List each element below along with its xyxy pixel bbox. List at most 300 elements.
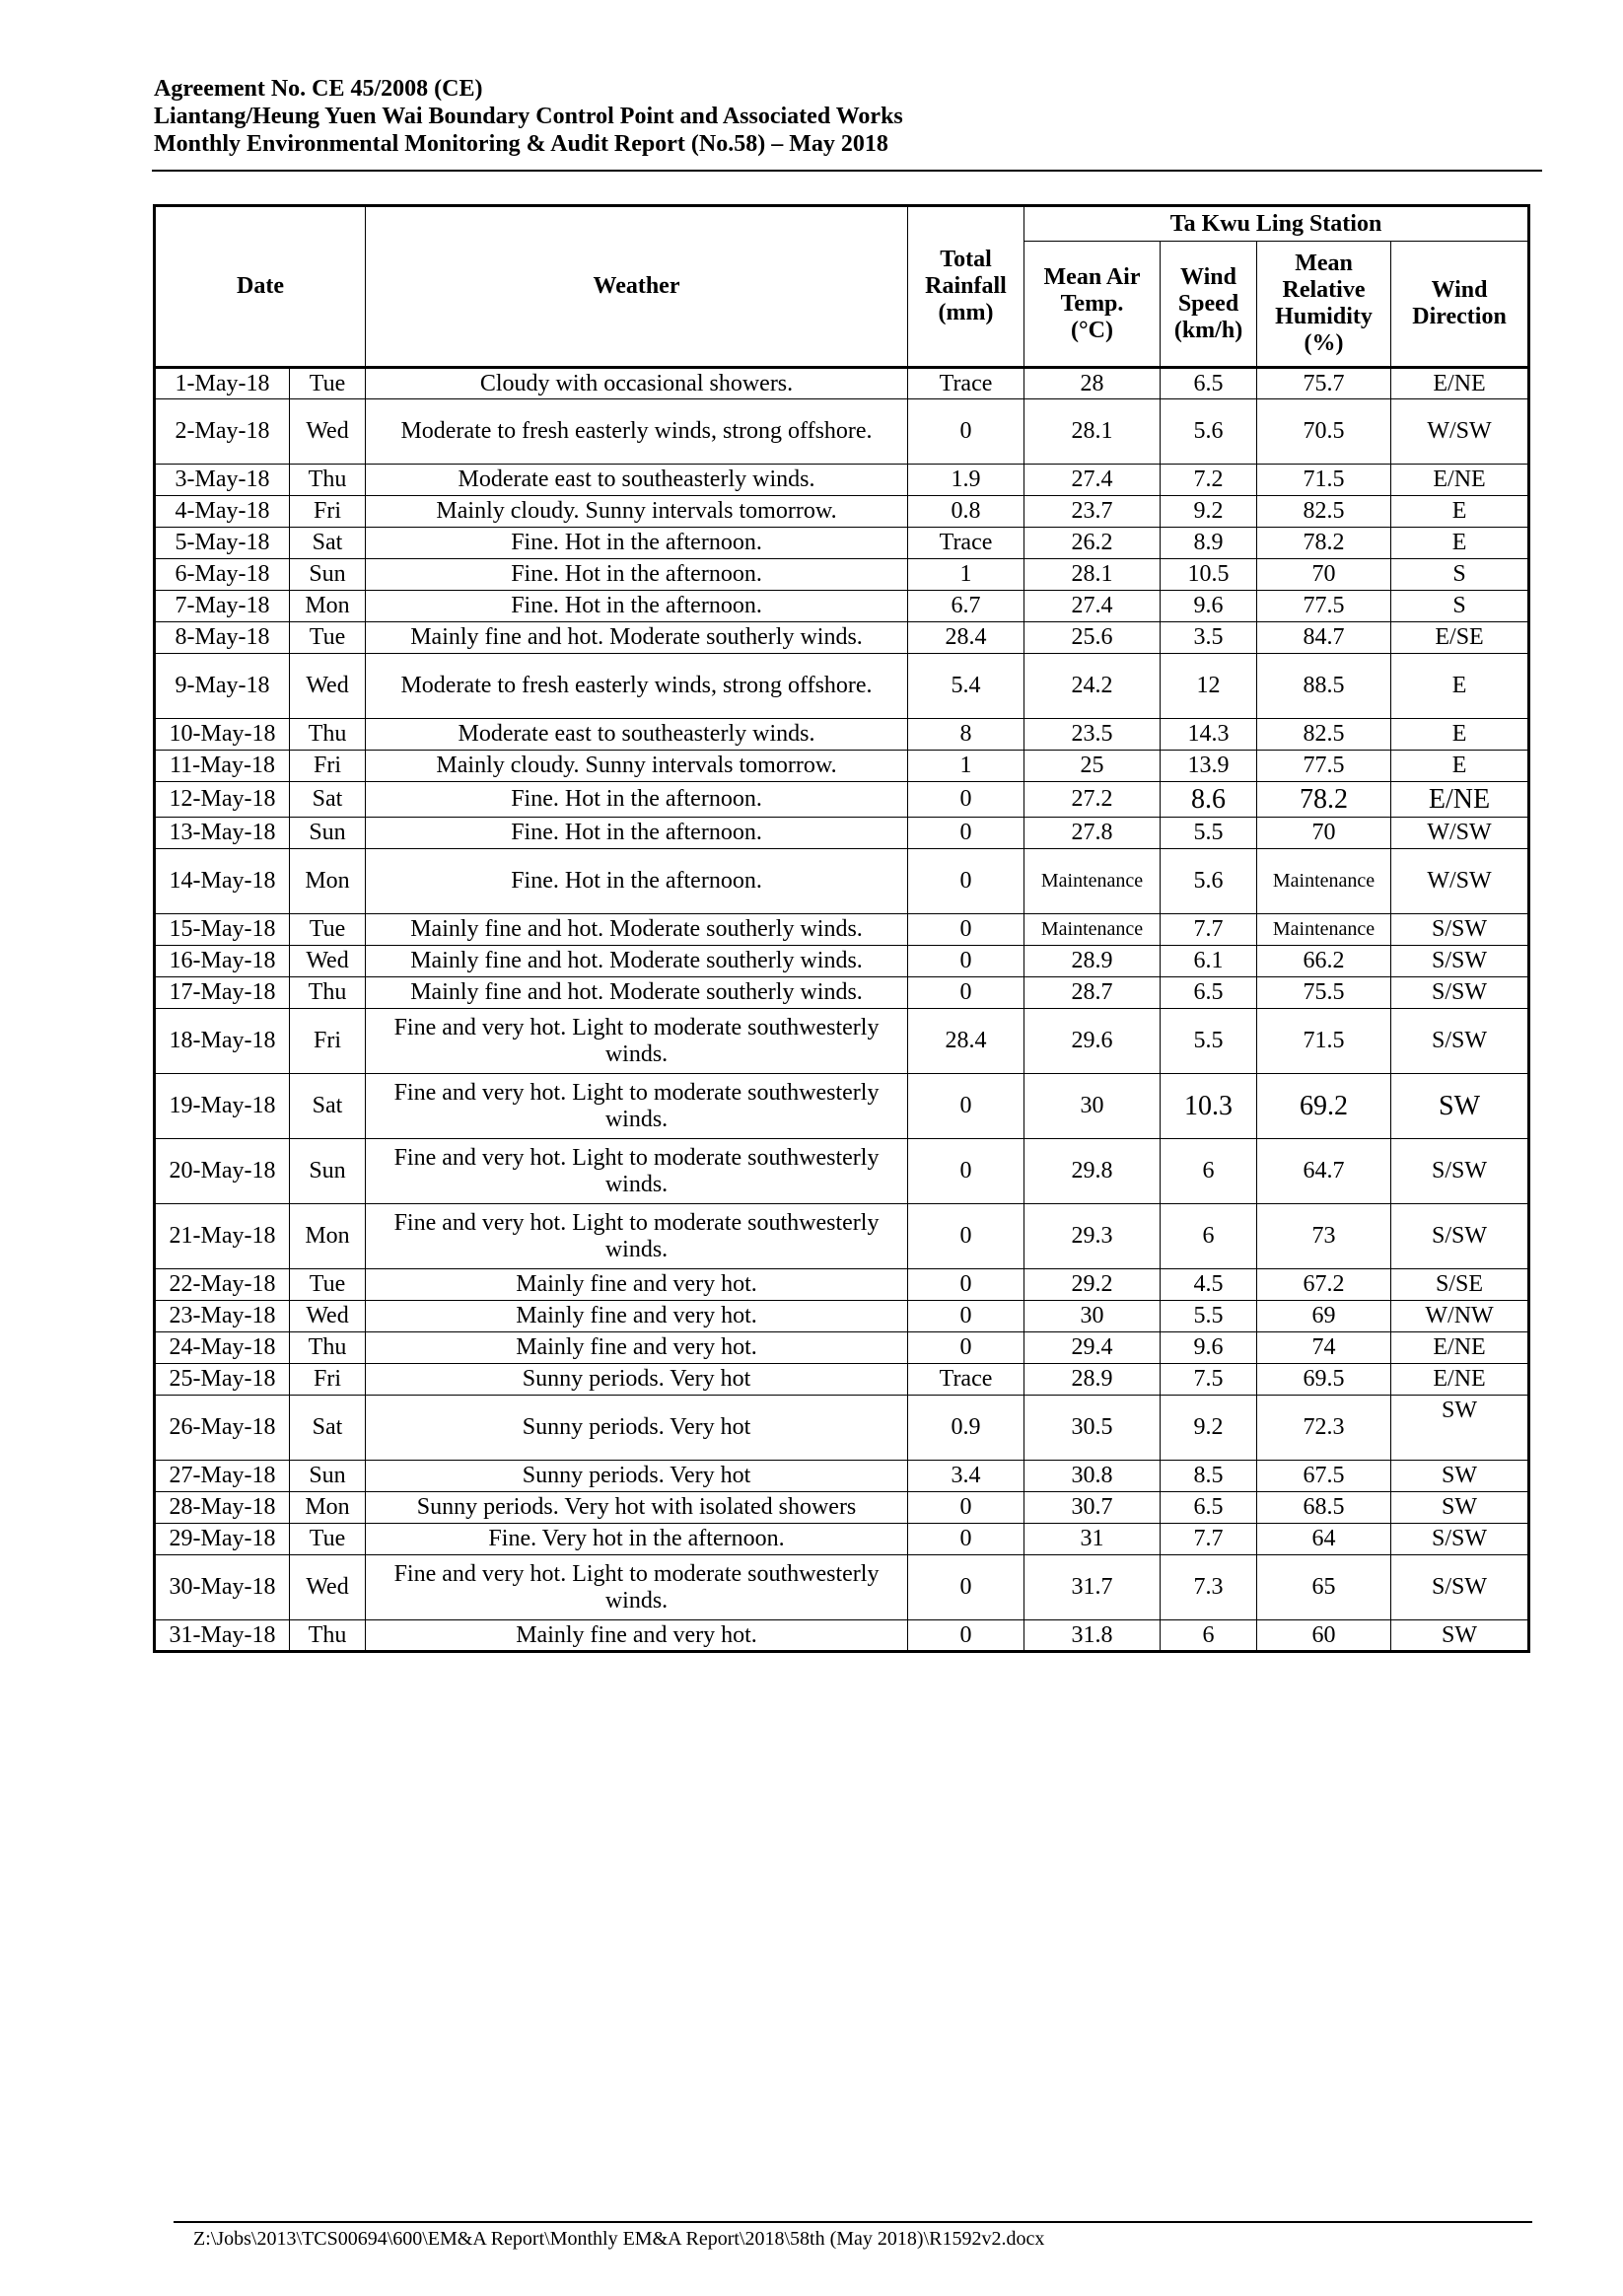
wind-speed-cell: 8.5 <box>1161 1461 1257 1492</box>
humidity-cell: Maintenance <box>1257 914 1391 946</box>
temp-cell: 30.7 <box>1024 1492 1161 1524</box>
rainfall-cell: 0 <box>908 977 1024 1009</box>
project-title: Liantang/Heung Yuen Wai Boundary Control Point and Associated Works <box>154 104 903 129</box>
date-cell: 2-May-18 <box>155 399 290 465</box>
day-cell: Mon <box>290 591 366 622</box>
table-row <box>155 818 1529 849</box>
header-wind-direction <box>1391 242 1529 368</box>
table-row <box>155 1461 1529 1492</box>
wind-direction-cell: S/SW <box>1391 1524 1529 1555</box>
day-cell: Sun <box>290 559 366 591</box>
day-cell: Sat <box>290 1074 366 1139</box>
header-humidity-l1: Mean <box>1295 251 1353 276</box>
wind-direction-cell: E/NE <box>1391 1364 1529 1396</box>
wind-direction-cell: S/SW <box>1391 1204 1529 1269</box>
header-station: Ta Kwu Ling Station <box>1024 206 1529 242</box>
wind-speed-cell: 5.5 <box>1161 1009 1257 1074</box>
weather-cell: Mainly fine and very hot. <box>366 1269 908 1301</box>
day-cell: Sat <box>290 782 366 818</box>
wind-speed-cell: 7.5 <box>1161 1364 1257 1396</box>
rainfall-cell: 0 <box>908 914 1024 946</box>
humidity-cell: 73 <box>1257 1204 1391 1269</box>
date-cell: 21-May-18 <box>155 1204 290 1269</box>
date-cell: 3-May-18 <box>155 465 290 496</box>
humidity-cell: 60 <box>1257 1620 1391 1652</box>
rainfall-cell: Trace <box>908 1364 1024 1396</box>
temp-cell: 28.1 <box>1024 399 1161 465</box>
temp-cell: 28.9 <box>1024 1364 1161 1396</box>
day-cell: Tue <box>290 914 366 946</box>
date-cell: 14-May-18 <box>155 849 290 914</box>
rainfall-cell: 0 <box>908 1332 1024 1364</box>
rainfall-cell: 8 <box>908 719 1024 751</box>
rainfall-cell: 0 <box>908 1074 1024 1139</box>
date-cell: 5-May-18 <box>155 528 290 559</box>
temp-cell: 26.2 <box>1024 528 1161 559</box>
wind-direction-cell: E <box>1391 528 1529 559</box>
table-row <box>155 782 1529 818</box>
weather-cell: Moderate east to southeasterly winds. <box>366 719 908 751</box>
header-rainfall <box>908 206 1024 368</box>
temp-cell: 31 <box>1024 1524 1161 1555</box>
table-row <box>155 1332 1529 1364</box>
humidity-cell: 69.2 <box>1257 1074 1391 1139</box>
date-cell: 30-May-18 <box>155 1555 290 1620</box>
table-row <box>155 1074 1529 1139</box>
weather-cell: Fine and very hot. Light to moderate southwesterly winds. <box>366 1555 908 1620</box>
temp-cell: 24.2 <box>1024 654 1161 719</box>
temp-cell: 29.4 <box>1024 1332 1161 1364</box>
wind-direction-cell: S/SW <box>1391 1009 1529 1074</box>
date-cell: 26-May-18 <box>155 1396 290 1461</box>
humidity-cell: 69 <box>1257 1301 1391 1332</box>
wind-speed-cell: 8.9 <box>1161 528 1257 559</box>
weather-cell: Fine. Hot in the afternoon. <box>366 591 908 622</box>
temp-cell: 27.2 <box>1024 782 1161 818</box>
temp-cell: 28.1 <box>1024 559 1161 591</box>
date-cell: 15-May-18 <box>155 914 290 946</box>
day-cell: Sun <box>290 1461 366 1492</box>
weather-cell: Sunny periods. Very hot with isolated showers <box>366 1492 908 1524</box>
temp-cell: 30 <box>1024 1074 1161 1139</box>
wind-speed-cell: 5.6 <box>1161 849 1257 914</box>
weather-cell: Mainly fine and very hot. <box>366 1620 908 1652</box>
wind-speed-cell: 14.3 <box>1161 719 1257 751</box>
agreement-number: Agreement No. CE 45/2008 (CE) <box>154 76 483 102</box>
wind-speed-cell: 10.5 <box>1161 559 1257 591</box>
footer-divider <box>174 2221 1532 2223</box>
humidity-cell: 64.7 <box>1257 1139 1391 1204</box>
table-body <box>155 368 1529 1652</box>
table-row <box>155 1009 1529 1074</box>
wind-speed-cell: 8.6 <box>1161 782 1257 818</box>
wind-speed-cell: 7.2 <box>1161 465 1257 496</box>
rainfall-cell: 0 <box>908 782 1024 818</box>
weather-cell: Mainly cloudy. Sunny intervals tomorrow. <box>366 751 908 782</box>
weather-cell: Fine and very hot. Light to moderate southwesterly winds. <box>366 1074 908 1139</box>
weather-cell: Mainly fine and hot. Moderate southerly winds. <box>366 914 908 946</box>
rainfall-cell: 0 <box>908 1139 1024 1204</box>
humidity-cell: 77.5 <box>1257 591 1391 622</box>
table-row <box>155 496 1529 528</box>
humidity-cell: 75.5 <box>1257 977 1391 1009</box>
table-row <box>155 368 1529 399</box>
day-cell: Mon <box>290 1492 366 1524</box>
day-cell: Wed <box>290 654 366 719</box>
weather-cell: Mainly fine and very hot. <box>366 1332 908 1364</box>
wind-speed-cell: 9.6 <box>1161 1332 1257 1364</box>
weather-cell: Mainly fine and very hot. <box>366 1301 908 1332</box>
rainfall-cell: 0 <box>908 399 1024 465</box>
header-rainfall-l3: (mm) <box>938 300 994 325</box>
rainfall-cell: 6.7 <box>908 591 1024 622</box>
day-cell: Sun <box>290 1139 366 1204</box>
weather-cell: Fine. Hot in the afternoon. <box>366 849 908 914</box>
temp-cell: 23.5 <box>1024 719 1161 751</box>
date-cell: 19-May-18 <box>155 1074 290 1139</box>
wind-speed-cell: 5.6 <box>1161 399 1257 465</box>
table-row <box>155 654 1529 719</box>
weather-cell: Fine. Hot in the afternoon. <box>366 782 908 818</box>
rainfall-cell: Trace <box>908 528 1024 559</box>
date-cell: 12-May-18 <box>155 782 290 818</box>
rainfall-cell: 3.4 <box>908 1461 1024 1492</box>
weather-cell: Fine. Hot in the afternoon. <box>366 559 908 591</box>
temp-cell: 27.4 <box>1024 591 1161 622</box>
table-row <box>155 1620 1529 1652</box>
day-cell: Sat <box>290 1396 366 1461</box>
wind-direction-cell: S/SW <box>1391 1555 1529 1620</box>
table-row <box>155 719 1529 751</box>
day-cell: Mon <box>290 849 366 914</box>
table-row <box>155 1396 1529 1461</box>
temp-cell: 25 <box>1024 751 1161 782</box>
weather-cell: Sunny periods. Very hot <box>366 1396 908 1461</box>
day-cell: Thu <box>290 977 366 1009</box>
temp-cell: 31.7 <box>1024 1555 1161 1620</box>
header-rainfall-l2: Rainfall <box>925 273 1007 299</box>
weather-cell: Fine and very hot. Light to moderate southwesterly winds. <box>366 1204 908 1269</box>
table-row <box>155 1139 1529 1204</box>
header-wind-speed-l1: Wind <box>1180 263 1236 290</box>
day-cell: Fri <box>290 1009 366 1074</box>
header-humidity-l3: Humidity <box>1275 304 1373 329</box>
rainfall-cell: 5.4 <box>908 654 1024 719</box>
humidity-cell: 69.5 <box>1257 1364 1391 1396</box>
wind-speed-cell: 7.7 <box>1161 914 1257 946</box>
file-path: Z:\Jobs\2013\TCS00694\600\EM&A Report\Monthly EM&A Report\2018\58th (May 2018)\R1592v2.docx <box>193 2228 1045 2250</box>
date-cell: 20-May-18 <box>155 1139 290 1204</box>
rainfall-cell: 28.4 <box>908 1009 1024 1074</box>
humidity-cell: 67.2 <box>1257 1269 1391 1301</box>
humidity-cell: 71.5 <box>1257 1009 1391 1074</box>
wind-speed-cell: 9.2 <box>1161 496 1257 528</box>
table-row <box>155 1269 1529 1301</box>
humidity-cell: 65 <box>1257 1555 1391 1620</box>
humidity-cell: 71.5 <box>1257 465 1391 496</box>
day-cell: Thu <box>290 465 366 496</box>
day-cell: Wed <box>290 946 366 977</box>
humidity-cell: 82.5 <box>1257 719 1391 751</box>
temp-cell: 30.8 <box>1024 1461 1161 1492</box>
date-cell: 16-May-18 <box>155 946 290 977</box>
weather-cell: Moderate east to southeasterly winds. <box>366 465 908 496</box>
date-cell: 23-May-18 <box>155 1301 290 1332</box>
date-cell: 31-May-18 <box>155 1620 290 1652</box>
table-row <box>155 528 1529 559</box>
wind-direction-cell: S/SW <box>1391 1139 1529 1204</box>
header-temp <box>1024 242 1161 368</box>
rainfall-cell: 0 <box>908 1524 1024 1555</box>
wind-direction-cell: S <box>1391 591 1529 622</box>
temp-cell: 27.4 <box>1024 465 1161 496</box>
humidity-cell: 78.2 <box>1257 528 1391 559</box>
wind-direction-cell: E <box>1391 654 1529 719</box>
date-cell: 17-May-18 <box>155 977 290 1009</box>
day-cell: Wed <box>290 1301 366 1332</box>
table-row <box>155 1364 1529 1396</box>
header-wind-direction-l1: Wind <box>1431 277 1488 303</box>
temp-cell: Maintenance <box>1024 849 1161 914</box>
wind-direction-cell: SW <box>1391 1492 1529 1524</box>
humidity-cell: 72.3 <box>1257 1396 1391 1461</box>
humidity-cell: 82.5 <box>1257 496 1391 528</box>
rainfall-cell: 0 <box>908 1555 1024 1620</box>
humidity-cell: 64 <box>1257 1524 1391 1555</box>
wind-speed-cell: 6 <box>1161 1204 1257 1269</box>
humidity-cell: 68.5 <box>1257 1492 1391 1524</box>
header-temp-l2: Temp. <box>1060 290 1124 317</box>
table-row <box>155 946 1529 977</box>
wind-speed-cell: 4.5 <box>1161 1269 1257 1301</box>
rainfall-cell: 0.8 <box>908 496 1024 528</box>
header-humidity <box>1257 242 1391 368</box>
date-cell: 18-May-18 <box>155 1009 290 1074</box>
wind-direction-cell: SW <box>1391 1396 1529 1461</box>
temp-cell: 28.7 <box>1024 977 1161 1009</box>
rainfall-cell: 0 <box>908 1620 1024 1652</box>
day-cell: Tue <box>290 622 366 654</box>
temp-cell: Maintenance <box>1024 914 1161 946</box>
wind-direction-cell: E/SE <box>1391 622 1529 654</box>
date-cell: 7-May-18 <box>155 591 290 622</box>
rainfall-cell: 0.9 <box>908 1396 1024 1461</box>
table-row <box>155 751 1529 782</box>
wind-speed-cell: 6.5 <box>1161 1492 1257 1524</box>
day-cell: Fri <box>290 751 366 782</box>
rainfall-cell: 28.4 <box>908 622 1024 654</box>
temp-cell: 23.7 <box>1024 496 1161 528</box>
humidity-cell: 70 <box>1257 559 1391 591</box>
header-wind-speed-l2: Speed <box>1177 290 1239 317</box>
weather-cell: Mainly cloudy. Sunny intervals tomorrow. <box>366 496 908 528</box>
wind-speed-cell: 12 <box>1161 654 1257 719</box>
wind-speed-cell: 5.5 <box>1161 1301 1257 1332</box>
wind-direction-cell: W/NW <box>1391 1301 1529 1332</box>
header-divider <box>152 170 1542 172</box>
table-row <box>155 914 1529 946</box>
wind-direction-cell: E/NE <box>1391 1332 1529 1364</box>
wind-speed-cell: 6.5 <box>1161 977 1257 1009</box>
weather-cell: Mainly fine and hot. Moderate southerly winds. <box>366 946 908 977</box>
wind-speed-cell: 9.2 <box>1161 1396 1257 1461</box>
day-cell: Fri <box>290 1364 366 1396</box>
wind-direction-cell: S <box>1391 559 1529 591</box>
temp-cell: 27.8 <box>1024 818 1161 849</box>
temp-cell: 29.2 <box>1024 1269 1161 1301</box>
weather-cell: Sunny periods. Very hot <box>366 1364 908 1396</box>
humidity-cell: 74 <box>1257 1332 1391 1364</box>
weather-cell: Fine. Hot in the afternoon. <box>366 528 908 559</box>
weather-cell: Sunny periods. Very hot <box>366 1461 908 1492</box>
wind-direction-cell: E <box>1391 719 1529 751</box>
header-weather: Weather <box>366 206 908 368</box>
wind-speed-cell: 9.6 <box>1161 591 1257 622</box>
date-cell: 13-May-18 <box>155 818 290 849</box>
day-cell: Sun <box>290 818 366 849</box>
weather-cell: Fine and very hot. Light to moderate southwesterly winds. <box>366 1009 908 1074</box>
day-cell: Tue <box>290 368 366 399</box>
report-header <box>154 75 1534 158</box>
weather-table <box>153 204 1530 1653</box>
humidity-cell: 67.5 <box>1257 1461 1391 1492</box>
wind-speed-cell: 5.5 <box>1161 818 1257 849</box>
rainfall-cell: 1.9 <box>908 465 1024 496</box>
humidity-cell: 84.7 <box>1257 622 1391 654</box>
wind-direction-cell: S/SW <box>1391 914 1529 946</box>
weather-cell: Mainly fine and hot. Moderate southerly winds. <box>366 977 908 1009</box>
date-cell: 11-May-18 <box>155 751 290 782</box>
rainfall-cell: 0 <box>908 849 1024 914</box>
rainfall-cell: 0 <box>908 1492 1024 1524</box>
temp-cell: 28 <box>1024 368 1161 399</box>
table-row <box>155 1555 1529 1620</box>
temp-cell: 31.8 <box>1024 1620 1161 1652</box>
header-wind-direction-l2: Direction <box>1412 304 1507 329</box>
rainfall-cell: 0 <box>908 1301 1024 1332</box>
header-rainfall-l1: Total <box>940 247 992 272</box>
day-cell: Thu <box>290 1620 366 1652</box>
rainfall-cell: 0 <box>908 946 1024 977</box>
day-cell: Fri <box>290 496 366 528</box>
wind-direction-cell: E <box>1391 496 1529 528</box>
header-humidity-l2: Relative <box>1282 277 1366 303</box>
table-row <box>155 591 1529 622</box>
humidity-cell: 70.5 <box>1257 399 1391 465</box>
humidity-cell: 88.5 <box>1257 654 1391 719</box>
table-row <box>155 399 1529 465</box>
day-cell: Mon <box>290 1204 366 1269</box>
humidity-cell: Maintenance <box>1257 849 1391 914</box>
wind-direction-cell: W/SW <box>1391 849 1529 914</box>
table-row <box>155 465 1529 496</box>
temp-cell: 30 <box>1024 1301 1161 1332</box>
wind-speed-cell: 6 <box>1161 1139 1257 1204</box>
wind-speed-cell: 6.1 <box>1161 946 1257 977</box>
date-cell: 22-May-18 <box>155 1269 290 1301</box>
humidity-cell: 75.7 <box>1257 368 1391 399</box>
humidity-cell: 66.2 <box>1257 946 1391 977</box>
date-cell: 27-May-18 <box>155 1461 290 1492</box>
table-row <box>155 1301 1529 1332</box>
date-cell: 9-May-18 <box>155 654 290 719</box>
wind-speed-cell: 3.5 <box>1161 622 1257 654</box>
day-cell: Tue <box>290 1524 366 1555</box>
weather-cell: Moderate to fresh easterly winds, strong offshore. <box>366 399 908 465</box>
wind-speed-cell: 13.9 <box>1161 751 1257 782</box>
wind-direction-cell: E <box>1391 751 1529 782</box>
temp-cell: 29.6 <box>1024 1009 1161 1074</box>
table-row <box>155 1524 1529 1555</box>
weather-cell: Mainly fine and hot. Moderate southerly winds. <box>366 622 908 654</box>
wind-speed-cell: 7.3 <box>1161 1555 1257 1620</box>
date-cell: 25-May-18 <box>155 1364 290 1396</box>
day-cell: Thu <box>290 719 366 751</box>
wind-speed-cell: 7.7 <box>1161 1524 1257 1555</box>
date-cell: 1-May-18 <box>155 368 290 399</box>
date-cell: 28-May-18 <box>155 1492 290 1524</box>
wind-direction-cell: SW <box>1391 1620 1529 1652</box>
weather-cell: Fine and very hot. Light to moderate southwesterly winds. <box>366 1139 908 1204</box>
temp-cell: 28.9 <box>1024 946 1161 977</box>
humidity-cell: 77.5 <box>1257 751 1391 782</box>
wind-direction-cell: SW <box>1391 1461 1529 1492</box>
table-row <box>155 559 1529 591</box>
table-row <box>155 1492 1529 1524</box>
rainfall-cell: 0 <box>908 818 1024 849</box>
wind-direction-cell: E/NE <box>1391 465 1529 496</box>
day-cell: Sat <box>290 528 366 559</box>
header-date: Date <box>155 206 366 368</box>
temp-cell: 29.8 <box>1024 1139 1161 1204</box>
date-cell: 8-May-18 <box>155 622 290 654</box>
wind-direction-cell: E/NE <box>1391 782 1529 818</box>
temp-cell: 30.5 <box>1024 1396 1161 1461</box>
date-cell: 24-May-18 <box>155 1332 290 1364</box>
rainfall-cell: Trace <box>908 368 1024 399</box>
weather-cell: Fine. Very hot in the afternoon. <box>366 1524 908 1555</box>
header-humidity-l4: (%) <box>1304 330 1344 356</box>
rainfall-cell: 1 <box>908 751 1024 782</box>
header-temp-l3: (°C) <box>1071 317 1113 343</box>
table-row <box>155 977 1529 1009</box>
wind-direction-cell: SW <box>1391 1074 1529 1139</box>
header-wind-speed <box>1161 242 1257 368</box>
weather-cell: Cloudy with occasional showers. <box>366 368 908 399</box>
date-cell: 4-May-18 <box>155 496 290 528</box>
wind-direction-cell: S/SE <box>1391 1269 1529 1301</box>
header-wind-speed-l3: (km/h) <box>1173 317 1243 343</box>
date-cell: 10-May-18 <box>155 719 290 751</box>
humidity-cell: 70 <box>1257 818 1391 849</box>
date-cell: 29-May-18 <box>155 1524 290 1555</box>
wind-direction-cell: W/SW <box>1391 399 1529 465</box>
wind-direction-cell: E/NE <box>1391 368 1529 399</box>
weather-cell: Fine. Hot in the afternoon. <box>366 818 908 849</box>
table-row <box>155 622 1529 654</box>
wind-direction-cell: S/SW <box>1391 977 1529 1009</box>
day-cell: Thu <box>290 1332 366 1364</box>
report-title: Monthly Environmental Monitoring & Audit Report (No.58) – May 2018 <box>154 131 888 157</box>
wind-direction-cell: S/SW <box>1391 946 1529 977</box>
header-temp-l1: Mean Air <box>1043 263 1141 290</box>
wind-speed-cell: 6 <box>1161 1620 1257 1652</box>
day-cell: Tue <box>290 1269 366 1301</box>
temp-cell: 29.3 <box>1024 1204 1161 1269</box>
table-row <box>155 849 1529 914</box>
day-cell: Wed <box>290 1555 366 1620</box>
table-row <box>155 1204 1529 1269</box>
